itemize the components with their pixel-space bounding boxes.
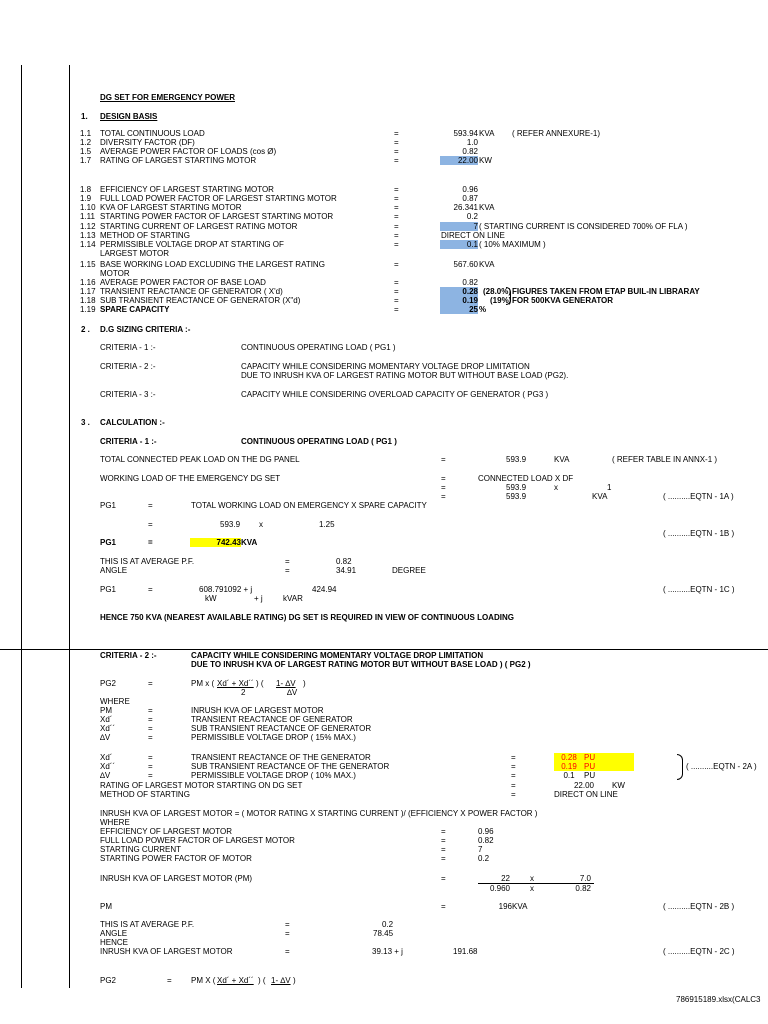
working-load-result: 593.9: [506, 492, 527, 501]
row-label: TRANSIENT REACTANCE OF GENERATOR ( X'd): [100, 287, 283, 296]
row-label: AVERAGE POWER FACTOR OF LOADS (cos Ø): [100, 147, 277, 156]
formula-prefix: PM x (: [191, 679, 215, 688]
row-label: MOTOR: [100, 269, 130, 278]
value-label: TRANSIENT REACTANCE OF THE GENERATOR: [191, 753, 371, 762]
equals: =: [394, 129, 399, 138]
equals: =: [394, 231, 399, 240]
unit: KVA: [592, 492, 608, 501]
definition-text: PERMISSIBLE VOLTAGE DROP ( 15% MAX.): [191, 733, 356, 742]
pg1-formula: TOTAL WORKING LOAD ON EMERGENCY X SPARE CAPACITY: [191, 501, 427, 510]
row-value: 593.94: [453, 129, 478, 138]
row-note: FOR 500KVA GENERATOR: [512, 296, 614, 305]
equals: =: [441, 474, 446, 483]
equals: =: [148, 724, 153, 733]
row-number: 1.11: [80, 212, 95, 221]
row-percent: (19%): [490, 296, 512, 305]
criteria-text: CONTINUOUS OPERATING LOAD ( PG1 ): [241, 437, 397, 446]
reactance-value: 0.19: [554, 762, 584, 771]
avg-pf-label: THIS IS AT AVERAGE P.F.: [100, 557, 195, 566]
section-heading: D.G SIZING CRITERIA :-: [100, 325, 191, 334]
fraction-den: 0.82: [575, 884, 591, 893]
row-label: TOTAL CONTINUOUS LOAD: [100, 129, 205, 138]
unit: PU: [584, 753, 634, 762]
fraction-den: 0.960: [489, 884, 510, 893]
angle-value: 34.91: [336, 566, 357, 575]
row-label: SPARE CAPACITY: [100, 305, 170, 314]
row-value: 0.82: [462, 278, 478, 287]
pg2-label: PG2: [100, 679, 117, 688]
row-value: 0.82: [462, 147, 478, 156]
equals: =: [511, 771, 516, 780]
definition-text: SUB TRANSIENT REACTANCE OF GENERATOR: [191, 724, 372, 733]
equals: =: [167, 976, 172, 985]
pg1-label: PG1: [100, 538, 117, 547]
section-number: 1.: [81, 112, 88, 121]
angle-label: ANGLE: [100, 929, 128, 938]
equals: =: [148, 715, 153, 724]
criteria-label: CRITERIA - 2 :-: [100, 651, 157, 660]
row-number: 1.12: [80, 222, 96, 231]
definition-text: INRUSH KVA OF LARGEST MOTOR: [191, 706, 324, 715]
value-label: SUB TRANSIENT REACTANCE OF THE GENERATOR: [191, 762, 390, 771]
pg1-label: PG1: [100, 501, 117, 510]
section-number: 2 .: [81, 325, 90, 334]
row-value: 0.96: [462, 185, 478, 194]
pg1-load: 593.9: [220, 520, 241, 529]
row-label: KVA OF LARGEST STARTING MOTOR: [100, 203, 242, 212]
equals: =: [285, 566, 290, 575]
row-unit: %: [479, 305, 487, 314]
row-unit: KW: [479, 156, 492, 165]
conclusion: HENCE 750 KVA (NEAREST AVAILABLE RATING) DG SET IS REQUIRED IN VIEW OF CONTINUOUS LOADING: [100, 613, 514, 622]
section-divider: [0, 649, 768, 650]
equals: =: [394, 222, 399, 231]
row-note: DIRECT ON LINE: [441, 231, 505, 240]
equals: =: [441, 874, 446, 883]
diversity-value: 1: [607, 483, 612, 492]
left-border: [21, 65, 22, 988]
criteria-label: CRITERIA - 1 :-: [100, 437, 157, 446]
hence-label: HENCE: [100, 938, 129, 947]
row-number: 1.7: [80, 156, 92, 165]
fraction-num: 7.0: [579, 874, 591, 883]
criteria-label: CRITERIA - 2 :-: [100, 362, 156, 371]
unit: KVA: [512, 902, 528, 911]
section-heading: DESIGN BASIS: [100, 112, 158, 121]
row-value: 25: [440, 305, 478, 314]
formula-numerator: Xd´ + Xd´´: [217, 976, 254, 985]
row-number: 1.9: [80, 194, 92, 203]
row-number: 1.5: [80, 147, 92, 156]
equals: =: [441, 483, 446, 492]
row-number: 1.8: [80, 185, 92, 194]
symbol: ∆V: [100, 771, 111, 780]
times: x: [530, 884, 534, 893]
equation-ref: ( ..........EQTN - 1B ): [663, 529, 735, 538]
unit: PU: [584, 762, 634, 771]
equals: =: [394, 203, 399, 212]
formula-numerator: Xd´ + Xd´´: [217, 679, 254, 688]
pg1-kvar: 424.94: [312, 585, 337, 594]
definition-text: TRANSIENT REACTANCE OF GENERATOR: [191, 715, 353, 724]
pm-label: PM: [100, 902, 112, 911]
equation-ref: ( ..........EQTN - 1A ): [663, 492, 734, 501]
equals: =: [148, 679, 153, 688]
row-value: 0.2: [466, 212, 478, 221]
equals: =: [148, 501, 153, 510]
pg1-label: PG1: [100, 585, 117, 594]
row-label: STARTING CURRENT OF LARGEST RATING MOTOR: [100, 222, 298, 231]
row-label: BASE WORKING LOAD EXCLUDING THE LARGEST RATING: [100, 260, 325, 269]
equals: =: [394, 296, 399, 305]
pm-value: 196: [498, 902, 512, 911]
row-label: PERMISSIBLE VOLTAGE DROP AT STARTING OF: [100, 240, 284, 249]
criteria-text: DUE TO INRUSH KVA OF LARGEST RATING MOTOR BUT WITHOUT BASE LOAD (PG2).: [241, 371, 569, 380]
equals: =: [148, 520, 153, 529]
row-value: 7: [440, 222, 478, 231]
row-number: 1.19: [80, 305, 96, 314]
row-value: 1.0: [466, 138, 478, 147]
symbol: Xd´: [100, 753, 113, 762]
row-value: 22.00: [440, 156, 478, 165]
criteria-label: CRITERIA - 1 :-: [100, 343, 156, 352]
equals: =: [511, 790, 516, 799]
formula-mid: ) (: [258, 976, 266, 985]
page-title: DG SET FOR EMERGENCY POWER: [100, 93, 235, 102]
row-value: 0.87: [462, 194, 478, 203]
equals: =: [394, 194, 399, 203]
equals: =: [394, 212, 399, 221]
param-label: FULL LOAD POWER FACTOR OF LARGEST MOTOR: [100, 836, 295, 845]
row-note: ( STARTING CURRENT IS CONSIDERED 700% OF FLA ): [479, 222, 688, 231]
row-number: 1.18: [80, 296, 96, 305]
angle-label: ANGLE: [100, 566, 128, 575]
avg-pf-value: 0.2: [382, 920, 394, 929]
row-note: FIGURES TAKEN FROM ETAP BUIL-IN LIBRARAY: [512, 287, 700, 296]
row-value: 0.1: [440, 240, 478, 249]
equals: =: [394, 240, 399, 249]
unit: kW: [205, 594, 217, 603]
criteria-text: CAPACITY WHILE CONSIDERING OVERLOAD CAPACITY OF GENERATOR ( PG3 ): [241, 390, 549, 399]
row-label: SUB TRANSIENT REACTANCE OF GENERATOR (X"d): [100, 296, 301, 305]
row-number: 1.2: [80, 138, 92, 147]
equals: =: [394, 147, 399, 156]
symbol: PM: [100, 706, 112, 715]
equals: =: [511, 781, 516, 790]
param-value: 0.2: [478, 854, 490, 863]
equation-ref: ( ..........EQTN - 2A ): [686, 762, 757, 771]
working-load-formula: CONNECTED LOAD X DF: [478, 474, 574, 483]
row-unit: KVA: [479, 129, 495, 138]
equals: =: [441, 492, 446, 501]
row-label: AVERAGE POWER FACTOR OF BASE LOAD: [100, 278, 266, 287]
equals: =: [148, 762, 153, 771]
method-label: METHOD OF STARTING: [100, 790, 190, 799]
equals: =: [394, 185, 399, 194]
symbol: Xd´´: [100, 724, 116, 733]
criteria-text: CAPACITY WHILE CONSIDERING MOMENTARY VOLTAGE DROP LIMITATION: [191, 651, 484, 660]
unit: KVA: [554, 455, 570, 464]
symbol: Xd´´: [100, 762, 116, 771]
row-value: 0.28: [440, 287, 478, 296]
equation-ref: ( ..........EQTN - 2B ): [663, 902, 735, 911]
row-percent: (28.0%): [483, 287, 512, 296]
equals: =: [441, 455, 446, 464]
working-load-label: WORKING LOAD OF THE EMERGENCY DG SET: [100, 474, 281, 483]
where-label: WHERE: [100, 818, 130, 827]
pg2-label: PG2: [100, 976, 117, 985]
value-label: PERMISSIBLE VOLTAGE DROP ( 10% MAX.): [191, 771, 356, 780]
equation-ref: ( ..........EQTN - 2C ): [663, 947, 735, 956]
unit: kVAR: [283, 594, 303, 603]
equals: =: [285, 920, 290, 929]
row-note: ( 10% MAXIMUM ): [479, 240, 546, 249]
brace: [506, 287, 511, 305]
left-margin-line: [69, 65, 70, 988]
equals: =: [441, 845, 446, 854]
equals: =: [441, 902, 446, 911]
criteria-text: CONTINUOUS OPERATING LOAD ( PG1 ): [241, 343, 396, 352]
equals: =: [148, 538, 153, 547]
times: x: [530, 874, 534, 883]
equals: =: [394, 138, 399, 147]
method-value: DIRECT ON LINE: [554, 790, 618, 799]
degree-unit: DEGREE: [392, 566, 426, 575]
equals: =: [148, 733, 153, 742]
equals: =: [148, 753, 153, 762]
row-value: 26.341: [453, 203, 478, 212]
formula-denominator: 2: [241, 688, 246, 697]
row-value: 567.60: [453, 260, 478, 269]
equals: =: [394, 156, 399, 165]
param-value: 7: [478, 845, 483, 854]
param-value: 0.96: [478, 827, 494, 836]
rating-value: 22.00: [573, 781, 594, 790]
equals: =: [441, 827, 446, 836]
inrush-formula: INRUSH KVA OF LARGEST MOTOR = ( MOTOR RATING X STARTING CURRENT )/ (EFFICIENCY X POWER FACTOR ): [100, 809, 538, 818]
equals: =: [285, 929, 290, 938]
reactance-value: 0.1: [563, 771, 575, 780]
equals: =: [441, 854, 446, 863]
row-number: 1.14: [80, 240, 96, 249]
row-note: ( REFER ANNEXURE-1): [512, 129, 601, 138]
row-label: EFFICIENCY OF LARGEST STARTING MOTOR: [100, 185, 274, 194]
angle-value: 78.45: [373, 929, 394, 938]
formula-numerator: 1- ∆V: [276, 679, 296, 688]
times: x: [259, 520, 263, 529]
plus-j: + j: [254, 594, 263, 603]
row-number: 1.16: [80, 278, 96, 287]
inrush-imag: 191.68: [453, 947, 478, 956]
formula-mid: ) (: [256, 679, 264, 688]
row-value: 0.19: [440, 296, 478, 305]
formula-denominator: ∆V: [287, 688, 298, 697]
equals: =: [148, 771, 153, 780]
formula-close: ): [303, 679, 306, 688]
section-heading: CALCULATION :-: [100, 418, 165, 427]
equals: =: [394, 287, 399, 296]
working-load-value: 593.9: [506, 483, 527, 492]
avg-pf-label: THIS IS AT AVERAGE P.F.: [100, 920, 195, 929]
row-label: METHOD OF STARTING: [100, 231, 190, 240]
avg-pf-value: 0.82: [336, 557, 352, 566]
pm-label: INRUSH KVA OF LARGEST MOTOR (PM): [100, 874, 253, 883]
param-label: STARTING POWER FACTOR OF MOTOR: [100, 854, 252, 863]
footer-filename: 786915189.xlsx(CALC3: [676, 995, 761, 1004]
section-number: 3 .: [81, 418, 90, 427]
row-label: LARGEST MOTOR: [100, 249, 170, 258]
row-number: 1.10: [80, 203, 96, 212]
pg1-kw: 608.791092 + j: [199, 585, 253, 594]
total-connected-value: 593.9: [506, 455, 527, 464]
formula-prefix: PM X (: [191, 976, 216, 985]
row-number: 1.1: [80, 129, 92, 138]
row-label: STARTING POWER FACTOR OF LARGEST STARTING MOTOR: [100, 212, 334, 221]
equals: =: [511, 762, 516, 771]
times: x: [554, 483, 558, 492]
row-label: DIVERSITY FACTOR (DF): [100, 138, 195, 147]
symbol: Xd´: [100, 715, 113, 724]
fraction-num: 22: [501, 874, 510, 883]
equals: =: [394, 260, 399, 269]
rating-label: RATING OF LARGEST MOTOR STARTING ON DG SET: [100, 781, 303, 790]
inrush-label: INRUSH KVA OF LARGEST MOTOR: [100, 947, 233, 956]
equation-ref: ( ..........EQTN - 1C ): [663, 585, 735, 594]
criteria-label: CRITERIA - 3 :-: [100, 390, 156, 399]
where-label: WHERE: [100, 697, 130, 706]
symbol: ∆V: [100, 733, 111, 742]
equals: =: [394, 278, 399, 287]
inrush-real: 39.13 + j: [372, 947, 403, 956]
unit: KW: [612, 781, 625, 790]
equals: =: [148, 706, 153, 715]
unit: PU: [584, 771, 596, 780]
unit: KVA: [241, 538, 258, 547]
reference-note: ( REFER TABLE IN ANNX-1 ): [612, 455, 718, 464]
equals: =: [441, 836, 446, 845]
row-number: 1.15: [80, 260, 96, 269]
param-value: 0.82: [478, 836, 494, 845]
equals: =: [148, 585, 153, 594]
param-label: EFFICIENCY OF LARGEST MOTOR: [100, 827, 233, 836]
param-label: STARTING CURRENT: [100, 845, 182, 854]
equals: =: [394, 305, 399, 314]
brace: [677, 754, 683, 780]
equals: =: [511, 753, 516, 762]
equals: =: [285, 947, 290, 956]
equals: =: [285, 557, 290, 566]
criteria-text: CAPACITY WHILE CONSIDERING MOMENTARY VOLTAGE DROP LIMITATION: [241, 362, 530, 371]
row-unit: KVA: [479, 260, 495, 269]
row-number: 1.13: [80, 231, 96, 240]
total-connected-label: TOTAL CONNECTED PEAK LOAD ON THE DG PANEL: [100, 455, 300, 464]
row-unit: KVA: [479, 203, 495, 212]
row-label: RATING OF LARGEST STARTING MOTOR: [100, 156, 257, 165]
row-label: FULL LOAD POWER FACTOR OF LARGEST STARTING MOTOR: [100, 194, 337, 203]
spare-factor: 1.25: [319, 520, 335, 529]
reactance-value: 0.28: [554, 753, 584, 762]
criteria-text: DUE TO INRUSH KVA OF LARGEST RATING MOTOR BUT WITHOUT BASE LOAD ) ( PG2 ): [191, 660, 531, 669]
row-number: 1.17: [80, 287, 96, 296]
pg1-result: 742.43: [190, 538, 241, 547]
formula-close: ): [293, 976, 296, 985]
formula-numerator: 1- ∆V: [271, 976, 291, 985]
